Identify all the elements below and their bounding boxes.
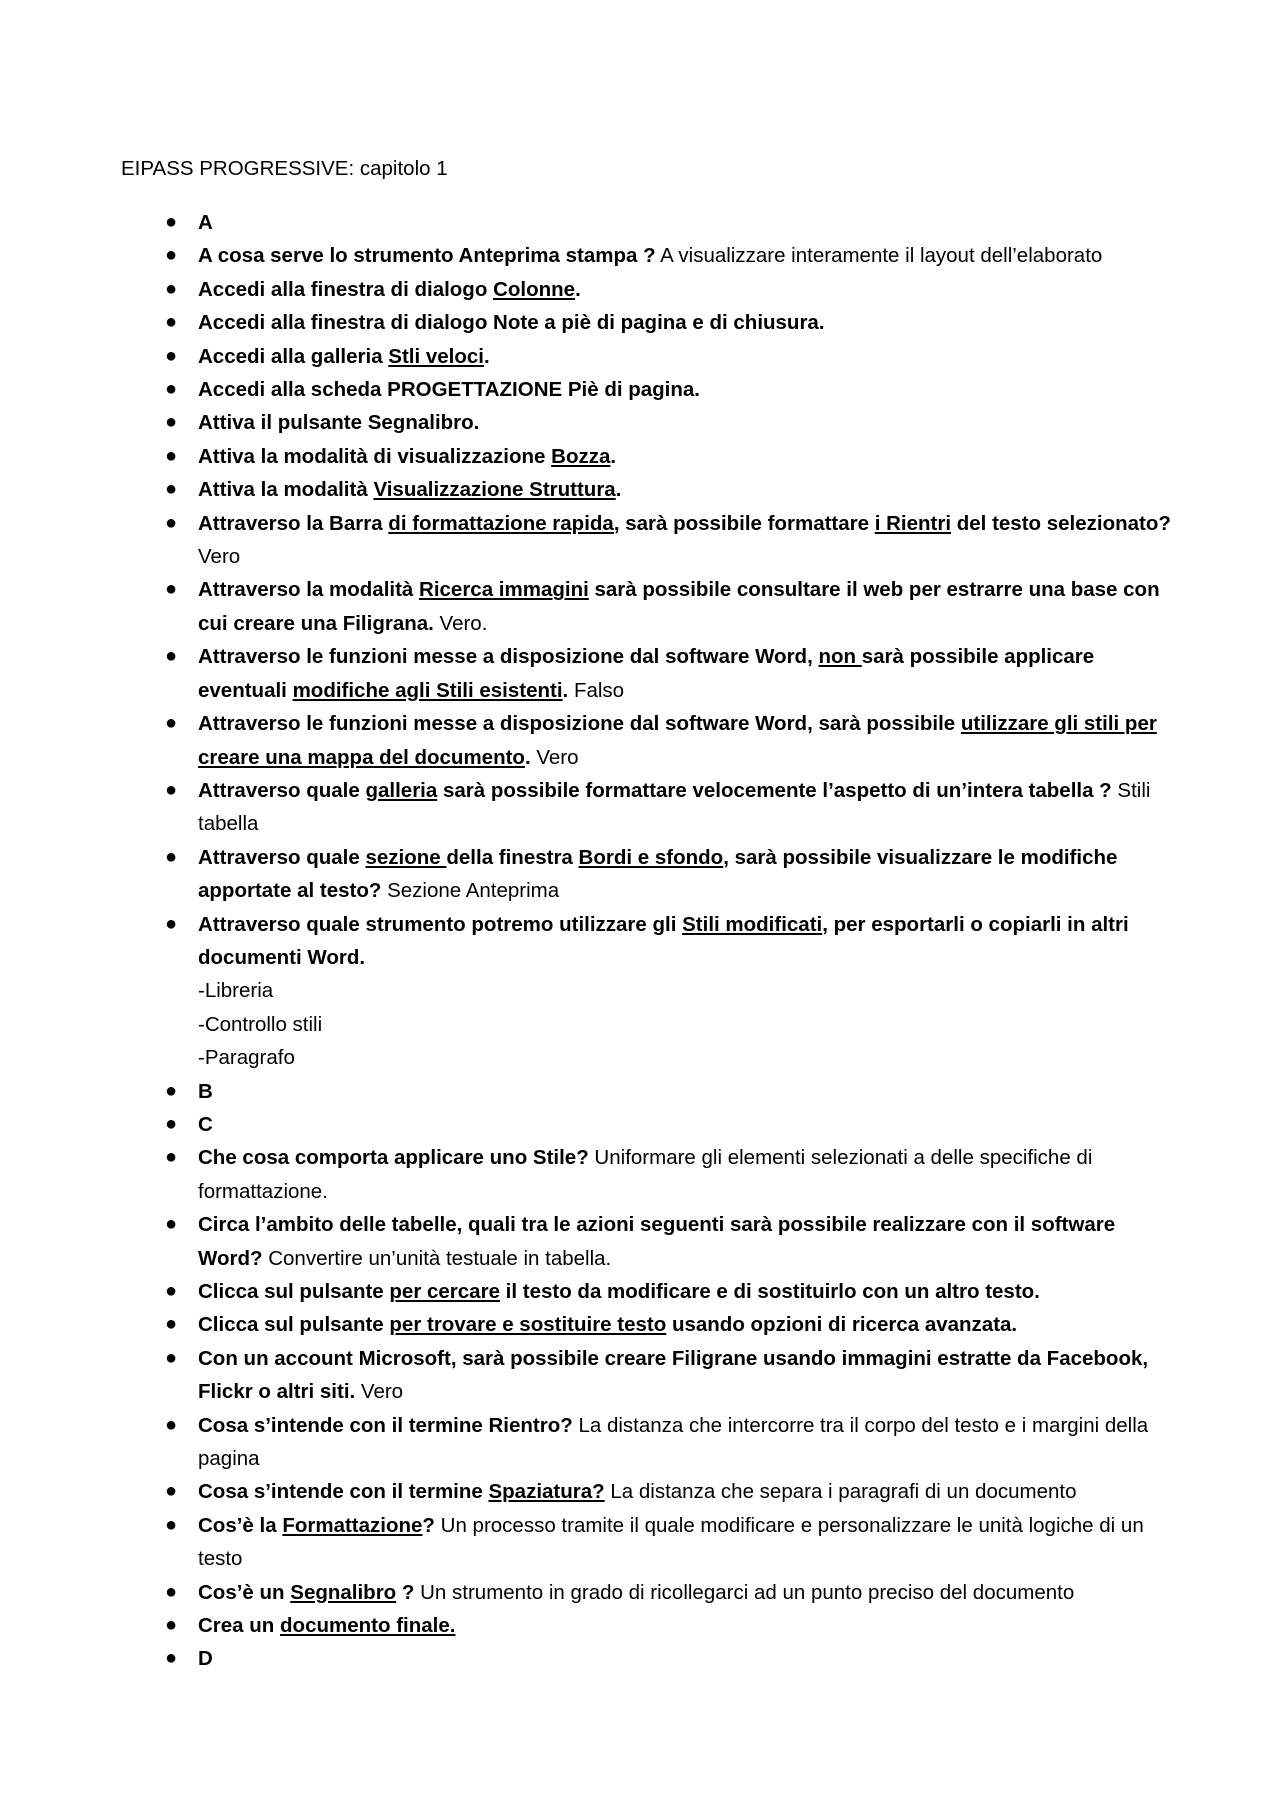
question-text: Con un account Microsoft, sarà possibile creare Filigrane usando immagini estratte da Facebook, Flickr o altri siti. bbox=[198, 1346, 1149, 1404]
list-item bbox=[164, 306, 1178, 339]
answer-text: Falso bbox=[568, 678, 625, 702]
answer-option: -Paragrafo bbox=[198, 1046, 295, 1070]
question-text: . bbox=[484, 344, 490, 368]
list-item bbox=[164, 1509, 1178, 1576]
answer-text: Stili tabella bbox=[198, 778, 1151, 836]
question-text: Clicca sul pulsante bbox=[198, 1313, 390, 1337]
question-text: Accedi alla galleria bbox=[198, 344, 389, 368]
answer-option: -Controllo stili bbox=[198, 1012, 323, 1036]
bullet-icon: ● bbox=[164, 277, 178, 300]
underlined-term: utilizzare gli stili per creare una mappa del documento bbox=[198, 712, 1157, 769]
list-item bbox=[164, 1342, 1178, 1409]
bullet-icon: ● bbox=[164, 478, 178, 501]
question-text: del testo selezionato? bbox=[951, 511, 1171, 535]
answer-text: Vero bbox=[355, 1380, 404, 1404]
question-text: Attiva il pulsante Segnalibro. bbox=[198, 411, 480, 435]
bullet-icon: ● bbox=[164, 1280, 178, 1302]
list-item bbox=[164, 1308, 1178, 1341]
underlined-term: Stili modificati bbox=[682, 912, 823, 936]
question-text: Accedi alla scheda PROGETTAZIONE Piè di pagina. bbox=[198, 378, 700, 402]
question-text: A bbox=[198, 211, 213, 234]
answer-text: Sezione Anteprima bbox=[381, 879, 560, 903]
answer-text: Uniformare gli elementi selezionati a delle specifiche di formattazione. bbox=[198, 1146, 1093, 1203]
bullet-icon: ● bbox=[164, 1313, 178, 1336]
question-text: Attraverso le funzioni messe a disposizione dal software Word, sarà possibile bbox=[198, 712, 961, 736]
underlined-term: documento finale. bbox=[280, 1614, 456, 1638]
answer-text: La distanza che intercorre tra il corpo del testo e i margini della pagina bbox=[198, 1413, 1149, 1471]
question-text: Attraverso la Barra bbox=[198, 511, 389, 535]
question-text: . bbox=[524, 745, 531, 769]
bullet-icon: ● bbox=[164, 1513, 178, 1536]
list-item bbox=[164, 774, 1178, 841]
question-text: . bbox=[610, 444, 617, 468]
question-text: Clicca sul pulsante bbox=[198, 1280, 390, 1303]
underlined-term: Segnalibro bbox=[290, 1580, 397, 1604]
underlined-term: Colonne bbox=[493, 277, 576, 301]
answer-text: Vero bbox=[530, 745, 579, 769]
question-text: Attraverso la modalità bbox=[198, 578, 420, 602]
question-text: ? bbox=[396, 1580, 415, 1604]
bullet-icon: ● bbox=[164, 1346, 178, 1369]
bullet-icon: ● bbox=[164, 1112, 178, 1135]
bullet-icon: ● bbox=[164, 645, 178, 668]
underlined-term: Spaziatura? bbox=[488, 1480, 605, 1504]
question-text: C bbox=[198, 1112, 213, 1136]
question-text: Accedi alla finestra di dialogo Note a piè di pagina e di chiusura. bbox=[198, 311, 825, 335]
list-item bbox=[164, 841, 1178, 908]
answer-text: Un processo tramite il quale modificare e personalizzare le unità logiche di un testo bbox=[198, 1513, 1144, 1571]
list-item bbox=[164, 239, 1178, 272]
list-item bbox=[164, 473, 1178, 506]
answer-text: La distanza che separa i paragrafi di un documento bbox=[604, 1480, 1077, 1504]
bullet-icon: ● bbox=[164, 1647, 178, 1670]
document-title: EIPASS PROGRESSIVE: capitolo 1 bbox=[121, 157, 448, 180]
underlined-term: non bbox=[818, 645, 862, 669]
underlined-term: per cercare bbox=[389, 1280, 500, 1303]
question-text: , sarà possibile visualizzare le modifiche apportate al testo? bbox=[198, 845, 1118, 903]
list-item bbox=[164, 507, 1178, 574]
question-text: Attraverso quale bbox=[198, 845, 366, 869]
bullet-icon: ● bbox=[164, 211, 178, 233]
answer-text: Convertire un’unità testuale in tabella. bbox=[262, 1246, 612, 1270]
question-text: D bbox=[198, 1647, 213, 1671]
list-item bbox=[164, 573, 1178, 640]
question-text: B bbox=[198, 1079, 213, 1103]
question-text: Cosa s’intende con il termine Rientro? bbox=[198, 1413, 573, 1437]
bullet-icon: ● bbox=[164, 1146, 178, 1169]
bullet-icon: ● bbox=[164, 378, 178, 401]
list-item bbox=[164, 640, 1178, 707]
underlined-term: Bordi e sfondo bbox=[578, 845, 724, 869]
question-text: . bbox=[562, 678, 569, 702]
underlined-term: galleria bbox=[365, 778, 438, 802]
list-item bbox=[164, 1141, 1178, 1208]
list-item bbox=[164, 406, 1178, 439]
answer-text: Vero bbox=[198, 545, 241, 569]
list-item bbox=[164, 1642, 1178, 1675]
bullet-icon: ● bbox=[164, 1614, 178, 1637]
list-item bbox=[164, 206, 1178, 239]
bullet-icon: ● bbox=[164, 578, 178, 601]
bullet-icon: ● bbox=[164, 1580, 178, 1603]
question-text: , sarà possibile formattare bbox=[613, 511, 875, 535]
list-item bbox=[164, 1208, 1178, 1275]
question-text: Crea un bbox=[198, 1614, 281, 1638]
bullet-icon: ● bbox=[164, 845, 178, 868]
underlined-term: di formattazione rapida bbox=[388, 511, 614, 535]
list-item bbox=[164, 373, 1178, 406]
list-item bbox=[164, 1576, 1178, 1609]
question-text: Attraverso le funzioni messe a disposizione dal software Word, bbox=[198, 645, 819, 669]
question-text: della finestra bbox=[446, 845, 579, 869]
question-text: Attiva la modalità bbox=[198, 478, 374, 502]
underlined-term: Stli veloci bbox=[388, 344, 485, 368]
question-text: sarà possibile applicare eventuali bbox=[198, 645, 1095, 702]
answer-option: -Libreria bbox=[198, 979, 274, 1003]
question-text: A cosa serve lo strumento Anteprima stampa ? bbox=[198, 244, 656, 268]
question-text: Cosa s’intende con il termine bbox=[198, 1480, 489, 1504]
question-text: usando opzioni di ricerca avanzata. bbox=[666, 1313, 1018, 1337]
question-text: Cos’è un bbox=[198, 1580, 291, 1604]
bullet-icon: ● bbox=[164, 444, 178, 467]
bullet-icon: ● bbox=[164, 1213, 178, 1236]
question-text: sarà possibile formattare velocemente l’aspetto di un’intera tabella ? bbox=[437, 778, 1112, 802]
answer-text: A visualizzare interamente il layout dell’elaborato bbox=[655, 244, 1103, 268]
underlined-term: i Rientri bbox=[874, 511, 952, 535]
question-text: , per esportarli o copiarli in altri documenti Word. bbox=[198, 912, 1129, 969]
bullet-icon: ● bbox=[164, 778, 178, 801]
list-item bbox=[164, 1409, 1178, 1476]
underlined-term: modifiche agli Stili esistenti bbox=[292, 678, 563, 702]
list-item bbox=[164, 1475, 1178, 1508]
bullet-icon: ● bbox=[164, 1079, 178, 1102]
list-item bbox=[164, 1108, 1178, 1141]
question-text: Accedi alla finestra di dialogo bbox=[198, 277, 494, 301]
question-text: Cos’è la bbox=[198, 1513, 283, 1537]
list-item bbox=[164, 707, 1178, 774]
underlined-term: Ricerca immagini bbox=[419, 578, 589, 602]
bullet-icon: ● bbox=[164, 344, 178, 367]
underlined-term: per trovare e sostituire testo bbox=[389, 1313, 667, 1337]
bullet-icon: ● bbox=[164, 912, 178, 935]
question-text: Attraverso quale bbox=[198, 778, 366, 802]
list-item bbox=[164, 340, 1178, 373]
bullet-icon: ● bbox=[164, 511, 178, 534]
list-item bbox=[164, 1075, 1178, 1108]
question-text: Attiva la modalità di visualizzazione bbox=[198, 444, 552, 468]
bullet-icon: ● bbox=[164, 1480, 178, 1503]
bullet-icon: ● bbox=[164, 244, 178, 267]
underlined-term: Visualizzazione Struttura bbox=[373, 478, 616, 502]
underlined-term: sezione bbox=[365, 845, 447, 869]
question-text: sarà possibile consultare il web per estrarre una base con cui creare una Filigrana. bbox=[198, 578, 1160, 635]
underlined-term: Bozza bbox=[551, 444, 611, 468]
question-text: Attraverso quale strumento potremo utilizzare gli bbox=[198, 912, 683, 936]
question-text: Che cosa comporta applicare uno Stile? bbox=[198, 1146, 589, 1170]
answer-text: Vero. bbox=[433, 611, 488, 635]
bullet-icon: ● bbox=[164, 411, 178, 434]
list-item bbox=[164, 1275, 1178, 1308]
bullet-icon: ● bbox=[164, 311, 178, 334]
question-list bbox=[164, 206, 1178, 1676]
underlined-term: Formattazione bbox=[282, 1513, 423, 1537]
list-item bbox=[164, 1609, 1178, 1642]
answer-text: Un strumento in grado di ricollegarci ad un punto preciso del documento bbox=[414, 1580, 1075, 1604]
list-item bbox=[164, 908, 1178, 1075]
list-item bbox=[164, 440, 1178, 473]
list-item bbox=[164, 273, 1178, 306]
bullet-icon: ● bbox=[164, 712, 178, 735]
question-text: . bbox=[575, 277, 581, 301]
question-text: ? bbox=[422, 1513, 435, 1537]
question-text: il testo da modificare e di sostituirlo con un altro testo. bbox=[499, 1280, 1040, 1303]
question-text: . bbox=[615, 478, 622, 502]
question-text: Circa l’ambito delle tabelle, quali tra le azioni seguenti sarà possibile realizzare con il software Word? bbox=[198, 1213, 1116, 1270]
bullet-icon: ● bbox=[164, 1413, 178, 1436]
